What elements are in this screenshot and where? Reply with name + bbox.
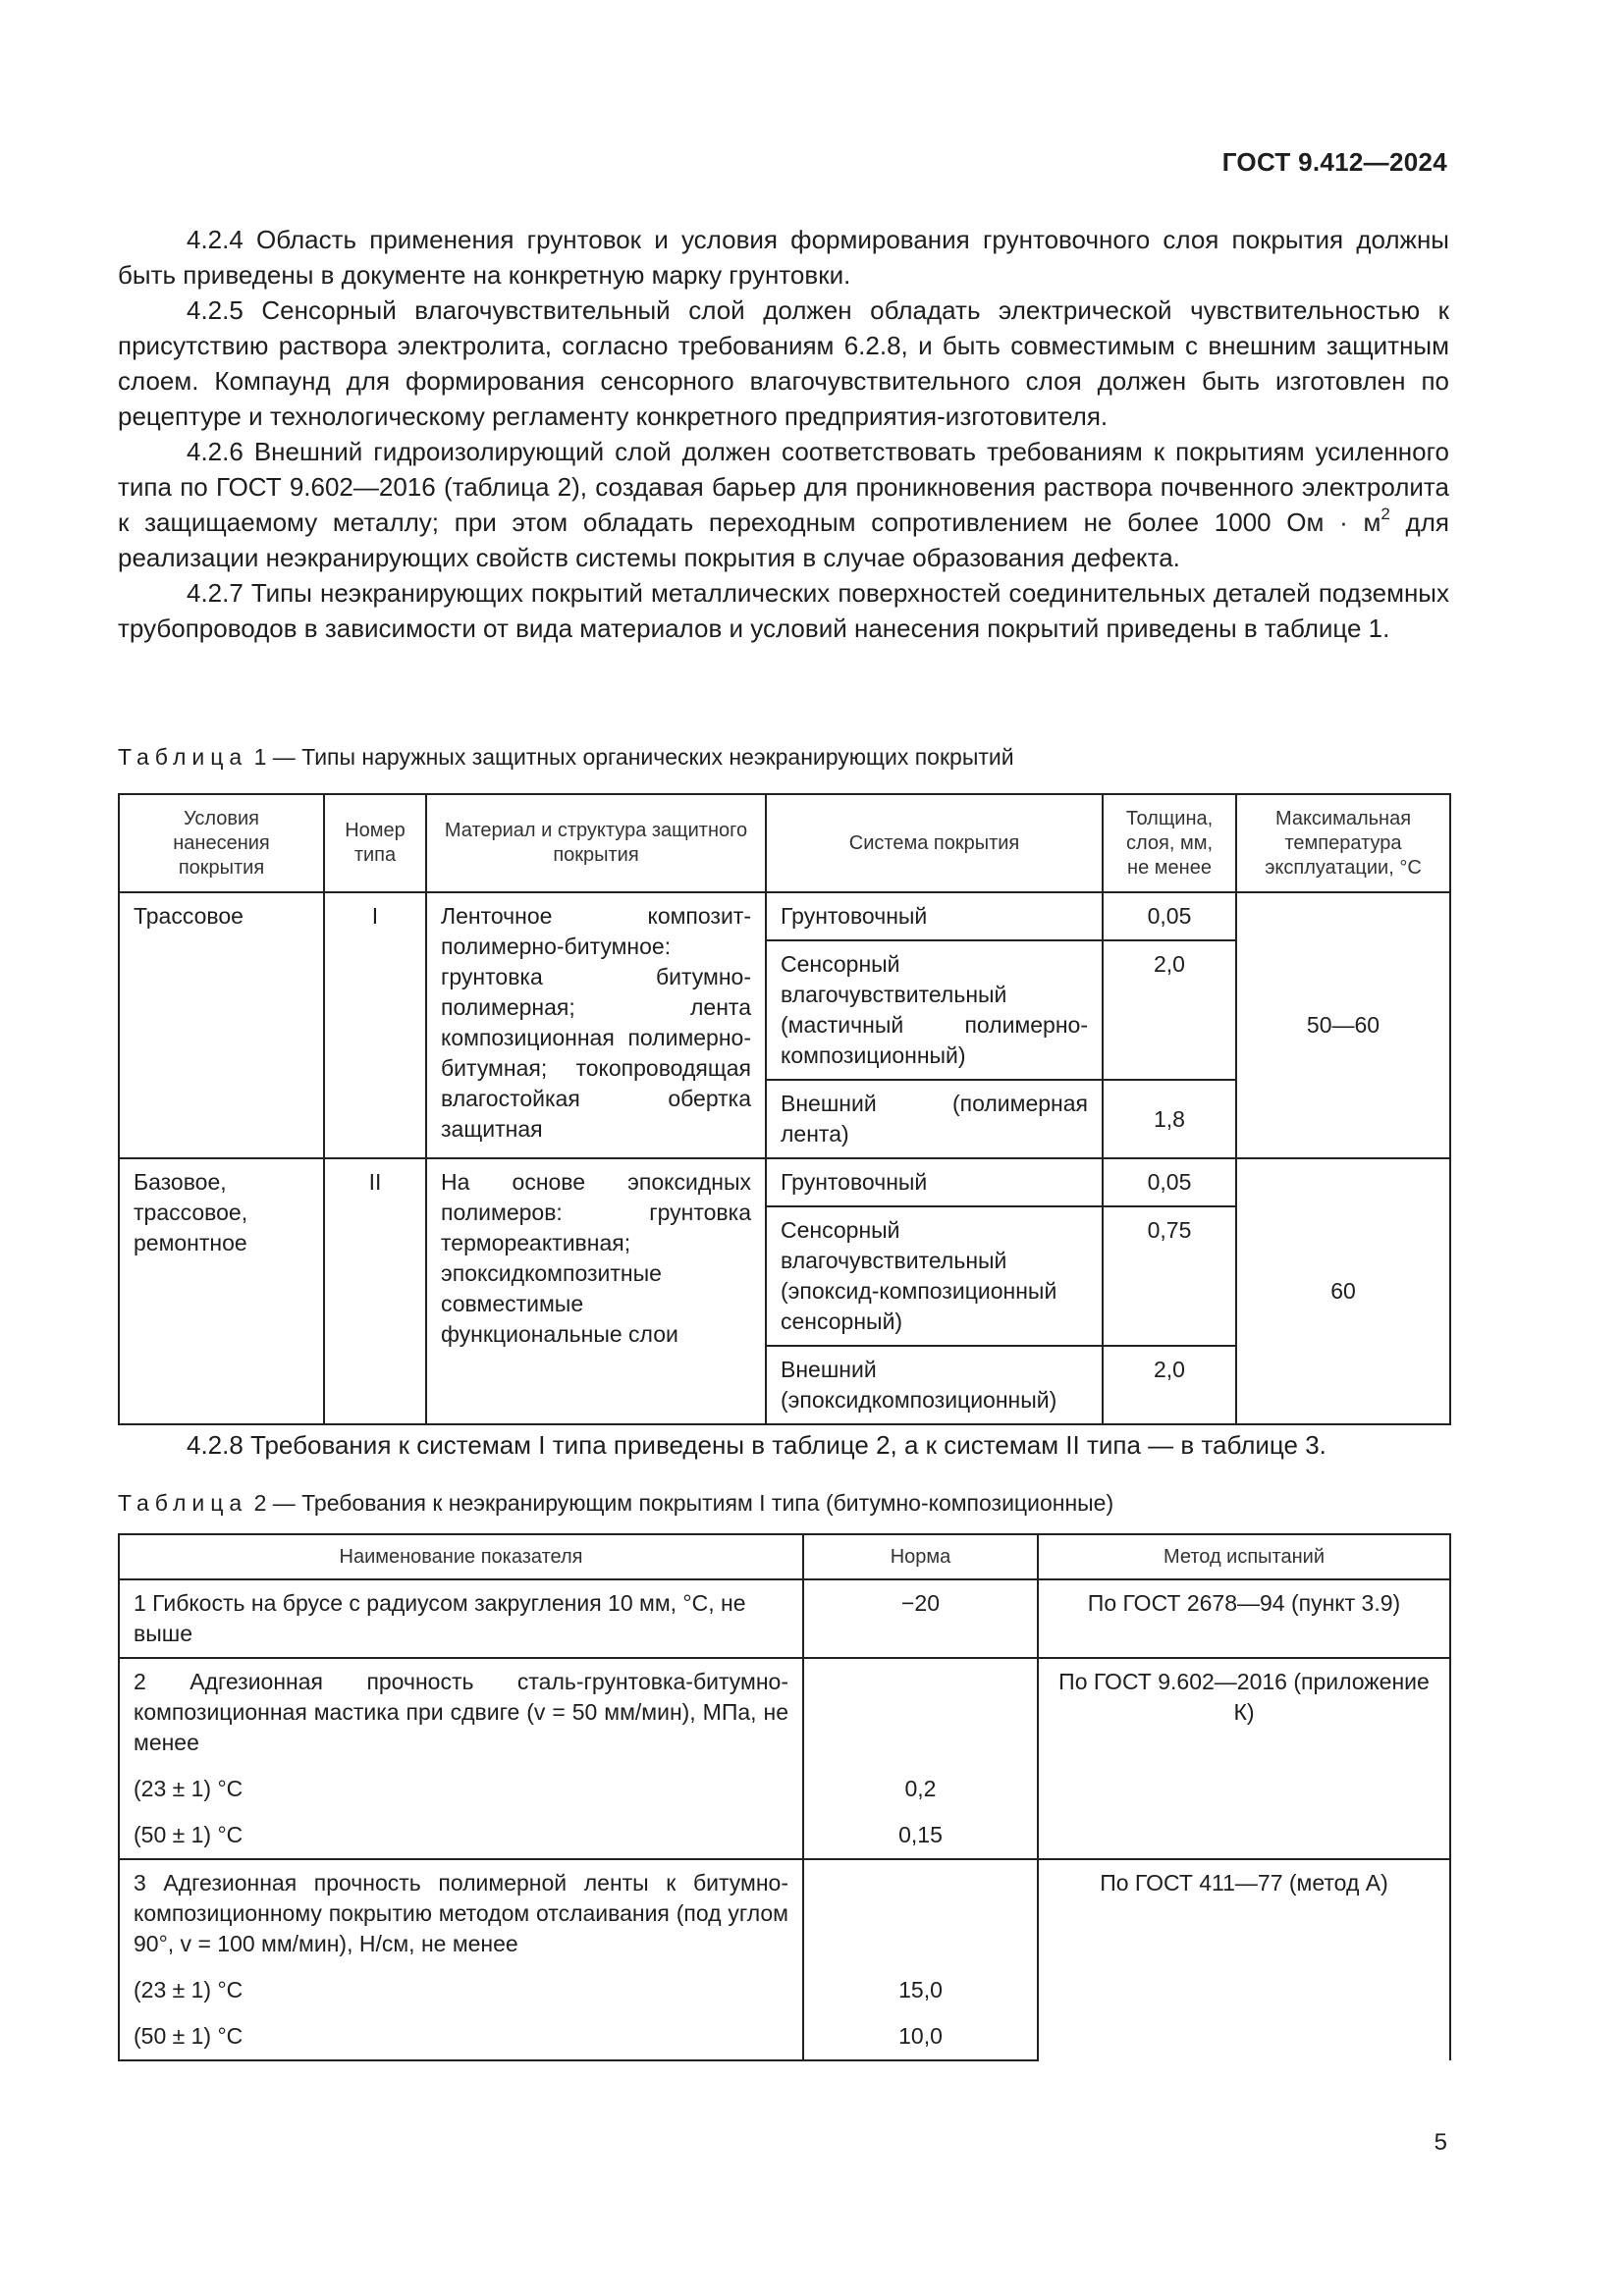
- table1-cell-thickness: 2,0: [1103, 940, 1236, 1080]
- page-number: 5: [1434, 2129, 1447, 2156]
- table1-cell-material: Ленточное композит-полимерно-битумное: грунтовка битумно-полимерная; лента композиционная полимерно-битумная; токопроводящая влагостойкая обертка защитная: [426, 892, 766, 1158]
- table1-cell-system: Внешний (эпоксидкомпозиционный): [766, 1346, 1103, 1424]
- table-row: [119, 892, 1450, 940]
- table2-cell-norm: −20: [803, 1579, 1038, 1658]
- table1-cell-system: Грунтовочный: [766, 892, 1103, 940]
- table1-header-thickness: Толщина, слоя, мм, не менее: [1103, 794, 1236, 892]
- table2-header-method: Метод испытаний: [1038, 1534, 1450, 1579]
- table1-caption-word: Таблица: [118, 744, 248, 770]
- paragraph-4-2-6-part-b: для реализации неэкранирующих свойств системы покрытия в случае образования дефекта.: [118, 507, 1449, 572]
- table1-cell-thickness: 0,75: [1103, 1206, 1236, 1346]
- table2-cell-sub-name: (50 ± 1) °С: [119, 1812, 803, 1859]
- table2-header-name: Наименование показателя: [119, 1534, 803, 1579]
- table1-cell-system: Внешний (полимерная лента): [766, 1080, 1103, 1158]
- table1-cell-material: На основе эпоксидных полимеров: грунтовка термореактивная; эпоксидкомпозитные совместимые функциональные слои: [426, 1158, 766, 1424]
- table2-cell-norm: [803, 1859, 1038, 1967]
- table2-cell-sub-name: (23 ± 1) °С: [119, 1766, 803, 1812]
- table2-caption-word: Таблица: [118, 1490, 248, 1516]
- table2-cell-method: По ГОСТ 9.602—2016 (приложение К): [1038, 1658, 1450, 1859]
- paragraph-4-2-6-part-a: 4.2.6 Внешний гидроизолирующий слой должен соответствовать требованиям к покрытиям усиленного типа по ГОСТ 9.602—2016 (таблица 2), создавая барьер для проникновения раствора почвенного электролита к защищаемому металлу; при этом обладать переходным сопротивлением не более 1000 Ом · м: [118, 437, 1449, 537]
- table2-cell-name: 2 Адгезионная прочность сталь-грунтовка-битумно-композиционная мастика при сдвиге (v = 50 мм/мин), МПа, не менее: [119, 1658, 803, 1766]
- table1-caption: [118, 744, 1014, 771]
- paragraph-4-2-6: [118, 434, 1449, 575]
- table1-cell-system: Грунтовочный: [766, 1158, 1103, 1206]
- table1-header-system: Система покрытия: [766, 794, 1103, 892]
- table2-cell-sub-name: (50 ± 1) °С: [119, 2013, 803, 2060]
- table2-cell-sub-norm: 0,15: [803, 1812, 1038, 1859]
- table2-cell-name: 3 Адгезионная прочность полимерной ленты к битумно-композиционному покрытию методом отслаивания (под углом 90°, v = 100 мм/мин), Н/см, не менее: [119, 1859, 803, 1967]
- table-row: [119, 1859, 1450, 1967]
- table1-header-type: Номер типа: [324, 794, 426, 892]
- table1-header-max-temp: Максимальная температура эксплуатации, °С: [1236, 794, 1450, 892]
- table2-cell-method: По ГОСТ 411—77 (метод А): [1038, 1859, 1450, 2060]
- table1-header-material: Материал и структура защитного покрытия: [426, 794, 766, 892]
- paragraph-4-2-8: 4.2.8 Требования к системам I типа приведены в таблице 2, а к системам II типа — в таблице 3.: [187, 1430, 1326, 1460]
- table1-cell-thickness: 2,0: [1103, 1346, 1236, 1424]
- table-row: [119, 1158, 1450, 1206]
- table2-cell-sub-norm: 15,0: [803, 1967, 1038, 2013]
- table1-cell-thickness: 0,05: [1103, 892, 1236, 940]
- superscript-2: 2: [1380, 505, 1390, 524]
- table1-cell-conditions: Трассовое: [119, 892, 324, 1158]
- document-code: ГОСТ 9.412—2024: [1221, 147, 1447, 177]
- table2-caption: [118, 1490, 1113, 1517]
- table2-header-norm: Норма: [803, 1534, 1038, 1579]
- table2-cell-sub-norm: 10,0: [803, 2013, 1038, 2060]
- table1-caption-text: 1 — Типы наружных защитных органических неэкранирующих покрытий: [247, 744, 1014, 770]
- table1-cell-thickness: 1,8: [1103, 1080, 1236, 1158]
- table-row: [119, 1579, 1450, 1658]
- table1-cell-system: Сенсорный влагочувствительный (мастичный полимерно-композиционный): [766, 940, 1103, 1080]
- body-text: [118, 222, 1449, 646]
- table1-header-conditions: Условия нанесения покрытия: [119, 794, 324, 892]
- table1-cell-thickness: 0,05: [1103, 1158, 1236, 1206]
- paragraph-4-2-5: 4.2.5 Сенсорный влагочувствительный слой должен обладать электрической чувствительностью к присутствию раствора электролита, согласно требованиям 6.2.8, и быть совместимым с внешним защитным слоем. Компаунд для формирования сенсорного влагочувствительного слоя должен быть изготовлен по рецептуре и технологическому регламенту конкретного предприятия-изготовителя.: [118, 295, 1449, 431]
- table2-cell-sub-norm: 0,2: [803, 1766, 1038, 1812]
- table1-cell-type: I: [324, 892, 426, 1158]
- table-row: [119, 1658, 1450, 1766]
- table2-cell-name: 1 Гибкость на брусе с радиусом закругления 10 мм, °С, не выше: [119, 1579, 803, 1658]
- table2-caption-text: 2 — Требования к неэкранирующим покрытиям I типа (битумно-композиционные): [247, 1490, 1114, 1516]
- paragraph-4-2-7: 4.2.7 Типы неэкранирующих покрытий металлических поверхностей соединительных деталей подземных трубопроводов в зависимости от вида материалов и условий нанесения покрытий приведены в таблице 1.: [118, 578, 1449, 643]
- table2-cell-norm: [803, 1658, 1038, 1766]
- table1-cell-max-temp: 60: [1236, 1158, 1450, 1424]
- table2-cell-method: По ГОСТ 2678—94 (пункт 3.9): [1038, 1579, 1450, 1658]
- table-2: [118, 1533, 1451, 2061]
- table1-cell-max-temp: 50—60: [1236, 892, 1450, 1158]
- paragraph-4-2-4: 4.2.4 Область применения грунтовок и условия формирования грунтовочного слоя покрытия должны быть приведены в документе на конкретную марку грунтовки.: [118, 225, 1449, 290]
- table1-cell-type: II: [324, 1158, 426, 1424]
- table1-cell-system: Сенсорный влагочувствительный (эпоксид-композиционный сенсорный): [766, 1206, 1103, 1346]
- table1-cell-conditions: Базовое, трассовое, ремонтное: [119, 1158, 324, 1424]
- table-1: [118, 793, 1451, 1425]
- table2-cell-sub-name: (23 ± 1) °С: [119, 1967, 803, 2013]
